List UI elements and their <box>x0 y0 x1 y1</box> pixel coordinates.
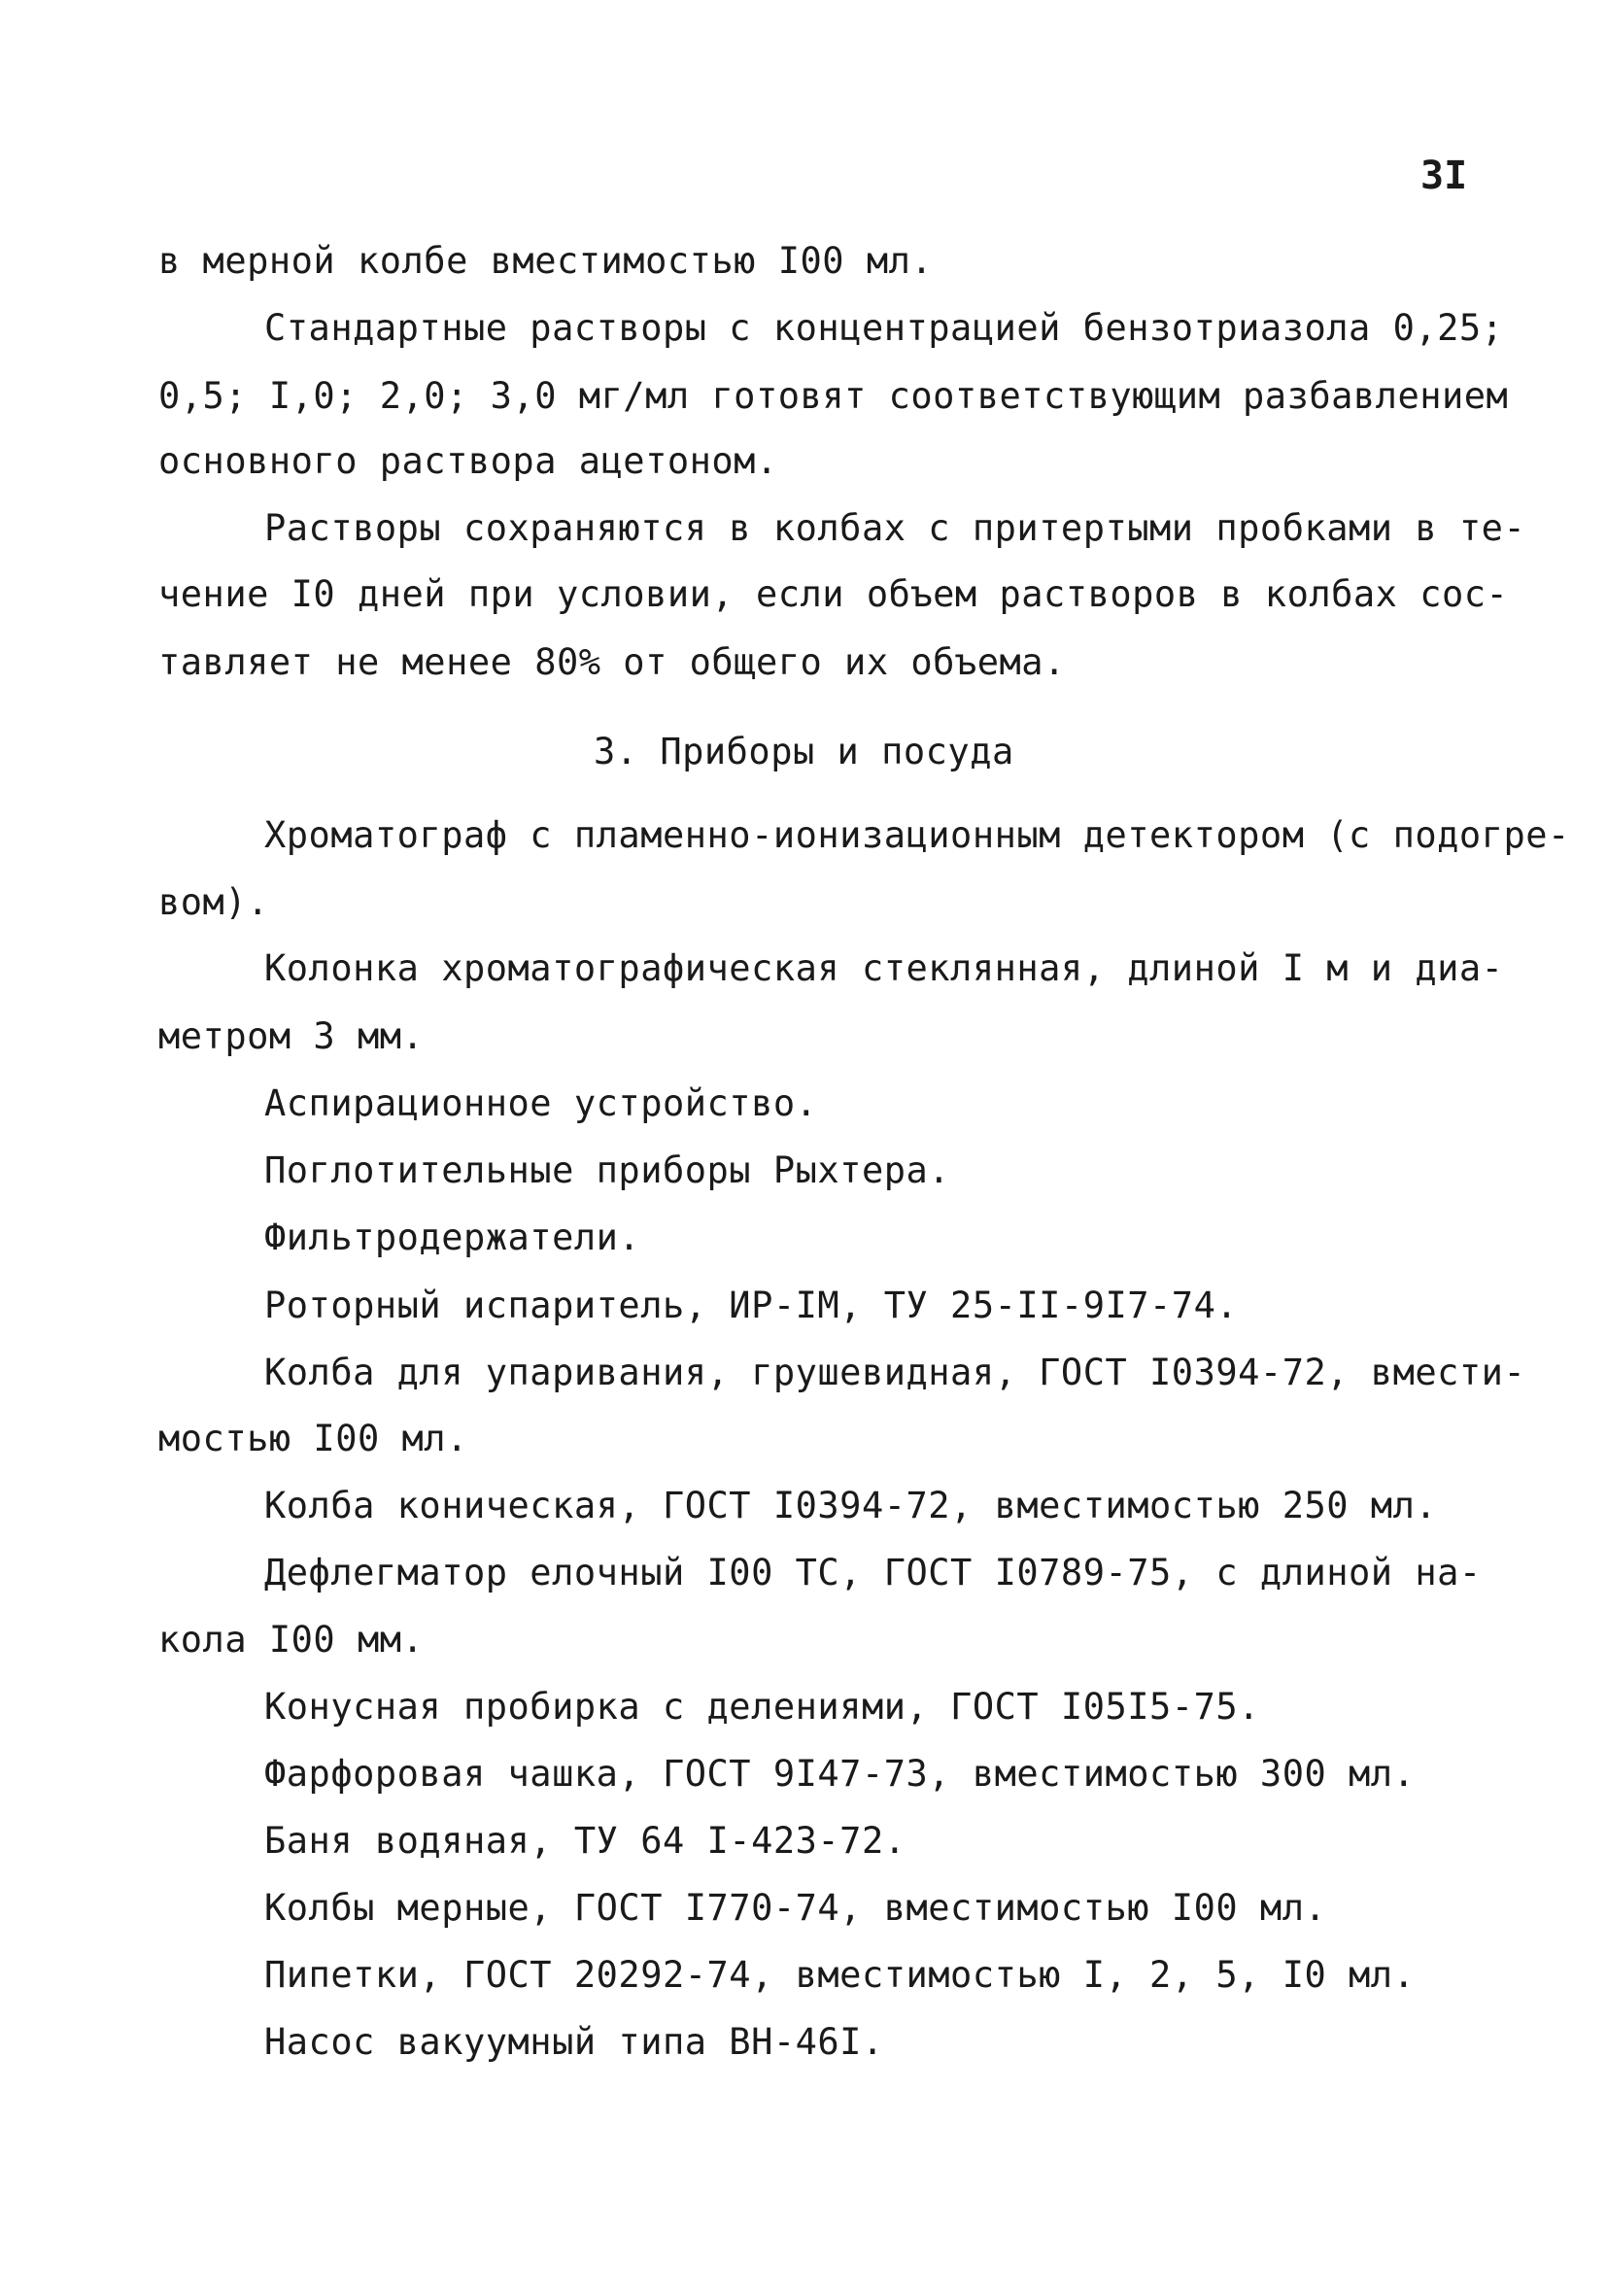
text-line-13: Аспирационное устройство. <box>264 1082 818 1124</box>
text-line-20: Дефлегматор елочный I00 ТС, ГОСТ I0789-75, с длиной на- <box>264 1552 1482 1593</box>
text-line-26: Пипетки, ГОСТ 20292-74, вместимостью I, 2, 5, I0 мл. <box>264 1954 1416 1996</box>
text-line-1: в мерной колбе вместимостью I00 мл. <box>158 240 934 282</box>
text-line-25: Колбы мерные, ГОСТ I770-74, вместимостью I00 мл. <box>264 1887 1327 1929</box>
section-heading: 3. Приборы и посуда <box>594 731 1014 772</box>
text-line-12: метром 3 мм. <box>158 1015 425 1057</box>
text-line-22: Конусная пробирка с делениями, ГОСТ I05I5-75. <box>264 1686 1260 1728</box>
text-line-10: вом). <box>158 881 269 923</box>
text-line-11: Колонка хроматографическая стеклянная, длиной I м и диа- <box>264 947 1504 989</box>
text-line-7: тавляет не менее 80% от общего их объема. <box>158 641 1066 683</box>
text-line-18: мостью I00 мл. <box>158 1418 468 1459</box>
text-line-3: 0,5; I,0; 2,0; 3,0 мг/мл готовят соответствующим разбавлением <box>158 375 1509 417</box>
text-line-2: Стандартные растворы с концентрацией бензотриазола 0,25; <box>264 307 1504 349</box>
page-number: 3I <box>1420 154 1468 198</box>
text-line-23: Фарфоровая чашка, ГОСТ 9I47-73, вместимостью 300 мл. <box>264 1753 1416 1795</box>
text-line-17: Колба для упаривания, грушевидная, ГОСТ I0394-72, вмести- <box>264 1352 1526 1393</box>
text-line-19: Колба коническая, ГОСТ I0394-72, вместимостью 250 мл. <box>264 1485 1438 1526</box>
text-line-4: основного раствора ацетоном. <box>158 440 778 482</box>
text-line-5: Растворы сохраняются в колбах с притертыми пробками в те- <box>264 507 1526 549</box>
text-line-15: Фильтродержатели. <box>264 1217 641 1258</box>
text-line-6: чение I0 дней при условии, если объем растворов в колбах сос- <box>158 573 1509 615</box>
text-line-21: кола I00 мм. <box>158 1619 425 1661</box>
text-line-27: Насос вакуумный типа ВН-46I. <box>264 2021 884 2063</box>
text-line-9: Хроматограф с пламенно-ионизационным детектором (с подогре- <box>264 814 1570 856</box>
text-line-14: Поглотительные приборы Рыхтера. <box>264 1149 951 1191</box>
text-line-16: Роторный испаритель, ИР-IМ, ТУ 25-II-9I7-74. <box>264 1285 1239 1326</box>
text-line-24: Баня водяная, ТУ 64 I-423-72. <box>264 1820 906 1862</box>
